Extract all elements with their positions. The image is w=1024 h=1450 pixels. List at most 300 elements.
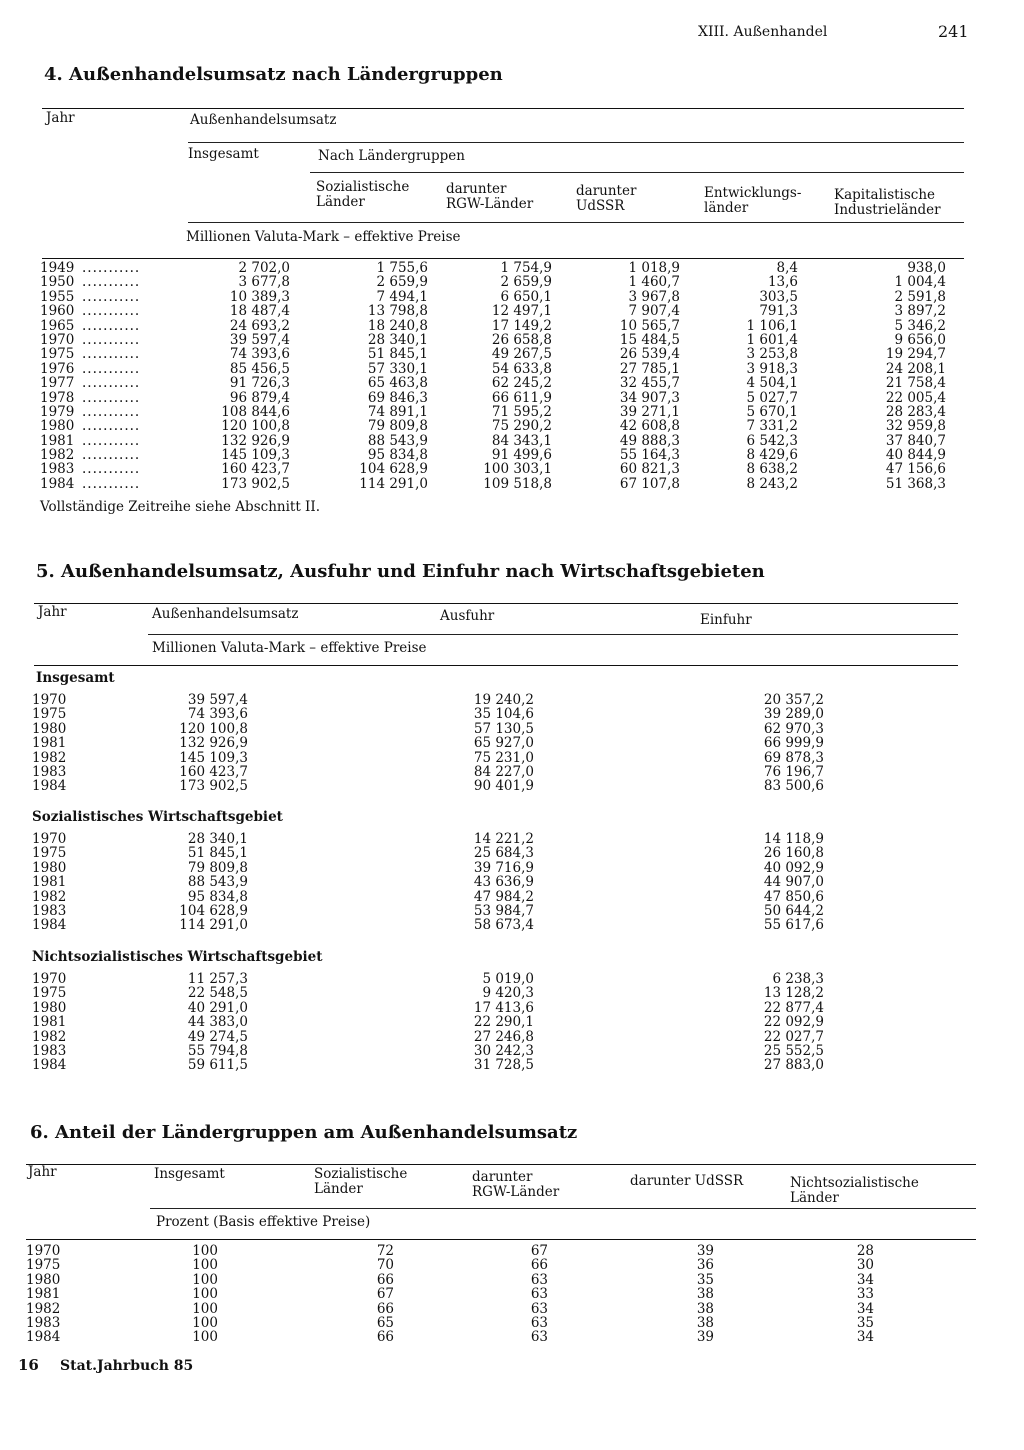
row-value: 22 027,7 [763,1028,824,1045]
table-row [32,779,824,793]
row-value: 30 242,3 [473,1042,534,1059]
row-value: 88 543,9 [367,432,428,449]
table-row [26,1316,874,1330]
row-year: 1978 [40,389,75,406]
table4-col-insgesamt: Insgesamt [188,146,259,162]
row-value: 39 271,1 [619,403,680,420]
row-value: 14 118,9 [763,831,824,847]
row-value: 938,0 [907,260,946,276]
row-value: 25 552,5 [763,1042,824,1059]
row-value: 63 [530,1329,548,1346]
group-rows [32,693,824,794]
row-value: 75 290,2 [491,418,552,435]
table4-unit: Millionen Valuta-Mark – effektive Preise [186,229,461,245]
row-value: 88 543,9 [187,874,248,891]
row-value: 11 257,3 [187,971,248,987]
row-value: 2 659,9 [500,274,552,291]
row-year: 1981 [26,1286,61,1303]
row-value: 63 [530,1314,548,1331]
row-year: 1960 [40,303,75,320]
row-value: 145 109,3 [179,749,248,766]
row-value: 65 463,8 [367,375,428,392]
row-value: 26 160,8 [763,845,824,862]
dot-leader: ........... [82,376,141,391]
row-value: 14 221,2 [473,831,534,847]
dot-leader: ........... [82,304,141,319]
row-value: 66 [376,1329,394,1346]
row-value: 54 633,8 [491,360,552,377]
row-value: 3 967,8 [628,288,680,305]
row-value: 100 303,1 [483,461,552,478]
row-value: 40 092,9 [763,859,824,876]
row-year: 1975 [32,985,67,1002]
row-value: 51 368,3 [885,475,946,492]
row-value: 51 845,1 [187,845,248,862]
row-year: 1980 [32,999,67,1016]
table6-header-bottom-rule [26,1239,976,1240]
table4-col-nach: Nach Ländergruppen [318,148,465,164]
row-value: 120 100,8 [221,418,290,435]
table-row [26,1302,874,1316]
table5-col-ausfuhr: Ausfuhr [440,608,495,624]
row-value: 10 389,3 [229,288,290,305]
row-value: 1 018,9 [628,260,680,276]
table4-rule-3 [310,172,964,173]
row-value: 3 677,8 [238,274,290,291]
row-value: 67 107,8 [619,475,680,492]
table6-col-rgw: darunter RGW-Länder [472,1169,560,1200]
row-value: 1 106,1 [746,317,798,334]
row-value: 40 291,0 [187,999,248,1016]
row-value: 35 [856,1314,874,1331]
row-value: 39 [696,1329,714,1346]
dot-leader: ........... [82,318,141,333]
table4-col-umsatz: Außenhandelsumsatz [190,112,337,128]
row-value: 91 499,6 [491,447,552,464]
row-value: 132 926,9 [179,735,248,752]
table-row [40,362,946,376]
table4-footnote: Vollständige Zeitreihe siehe Abschnitt II. [40,499,320,515]
row-value: 40 844,9 [885,447,946,464]
row-value: 84 227,0 [473,763,534,780]
dot-leader: ........... [82,419,141,434]
dot-leader: ........... [82,261,141,276]
row-value: 7 494,1 [376,288,428,305]
row-value: 44 907,0 [763,874,824,891]
row-value: 2 702,0 [238,260,290,276]
dot-leader: ........... [82,390,141,405]
table-row [26,1287,874,1301]
row-value: 75 231,0 [473,749,534,766]
row-value: 38 [696,1286,714,1303]
row-value: 109 518,8 [483,475,552,492]
table-row [40,434,946,448]
table6-unit: Prozent (Basis effektive Preise) [156,1214,371,1230]
row-year: 1981 [32,1014,67,1031]
row-value: 24 693,2 [229,317,290,334]
row-year: 1976 [40,360,75,377]
row-value: 20 357,2 [763,692,824,708]
table-row [32,1015,824,1029]
row-value: 791,3 [759,303,798,320]
row-value: 96 879,4 [229,389,290,406]
row-value: 1 601,4 [746,331,798,348]
row-value: 51 845,1 [367,346,428,363]
row-year: 1981 [40,432,75,449]
row-value: 60 821,3 [619,461,680,478]
table-row [40,333,946,347]
row-value: 7 907,4 [628,303,680,320]
table-row [26,1273,874,1287]
row-value: 71 595,2 [491,403,552,420]
group-rows [32,832,824,933]
dot-leader: ........... [82,275,141,290]
row-value: 74 891,1 [367,403,428,420]
row-value: 63 [530,1271,548,1288]
row-value: 160 423,7 [179,763,248,780]
row-year: 1982 [32,749,67,766]
row-value: 62 970,3 [763,720,824,737]
table5-header-bottom-rule [34,665,958,666]
row-value: 67 [530,1243,548,1259]
row-value: 34 [856,1329,874,1346]
row-value: 173 902,5 [221,475,290,492]
footer-number: 16 [18,1356,39,1374]
row-value: 18 487,4 [229,303,290,320]
row-value: 49 267,5 [491,346,552,363]
table-row [32,751,824,765]
row-value: 3 918,3 [746,360,798,377]
row-year: 1981 [32,735,67,752]
row-value: 42 608,8 [619,418,680,435]
row-value: 8 243,2 [746,475,798,492]
table-row [32,846,824,860]
row-year: 1982 [26,1300,61,1317]
row-value: 22 548,5 [187,985,248,1002]
row-year: 1980 [32,859,67,876]
row-value: 5 019,0 [482,971,534,987]
dot-leader: ........... [82,476,141,492]
table-row [32,861,824,875]
row-value: 44 383,0 [187,1014,248,1031]
row-value: 69 846,3 [367,389,428,406]
row-value: 100 [192,1314,218,1331]
table-row [32,904,824,918]
table-row [32,832,824,846]
row-value: 100 [192,1286,218,1303]
row-value: 74 393,6 [187,706,248,723]
row-value: 90 401,9 [473,778,534,795]
table6-col-insgesamt: Insgesamt [154,1166,225,1182]
dot-leader: ........... [82,347,141,362]
table5-col-umsatz: Außenhandelsumsatz [152,606,299,622]
group-label: Insgesamt [36,670,115,686]
row-value: 55 617,6 [763,917,824,934]
row-year: 1949 [40,260,75,276]
row-year: 1984 [40,475,75,492]
row-value: 74 393,6 [229,346,290,363]
row-value: 47 850,6 [763,888,824,905]
row-value: 37 840,7 [885,432,946,449]
row-value: 39 289,0 [763,706,824,723]
row-year: 1984 [32,778,67,795]
row-year: 1981 [32,874,67,891]
table-row [40,347,946,361]
row-value: 62 245,2 [491,375,552,392]
row-value: 18 240,8 [367,317,428,334]
row-year: 1975 [32,845,67,862]
row-value: 13 798,8 [367,303,428,320]
group-rows [32,972,824,1073]
table-row [32,972,824,986]
row-year: 1980 [26,1271,61,1288]
table6-rule-2 [150,1208,976,1209]
table6-title: 6. Anteil der Ländergruppen am Außenhandelsumsatz [30,1122,578,1143]
table4-col-kap: Kapitalistische Industrieländer [834,187,941,218]
table5-col-einfuhr: Einfuhr [700,612,752,628]
row-year: 1983 [32,1042,67,1059]
row-value: 63 [530,1286,548,1303]
row-value: 50 644,2 [763,902,824,919]
row-value: 12 497,1 [491,303,552,320]
row-value: 28 [856,1243,874,1259]
row-year: 1983 [32,763,67,780]
row-value: 38 [696,1314,714,1331]
table-row [32,707,824,721]
table4-header-bottom-rule [42,258,964,259]
row-value: 32 959,8 [885,418,946,435]
row-value: 43 636,9 [473,874,534,891]
row-value: 8,4 [776,260,798,276]
row-year: 1979 [40,403,75,420]
group-label: Nichtsozialistisches Wirtschaftsgebiet [32,949,323,965]
row-value: 19 240,2 [473,692,534,708]
table-row [40,462,946,476]
table-row [32,1058,824,1072]
row-value: 79 809,8 [367,418,428,435]
row-value: 33 [856,1286,874,1303]
row-value: 13 128,2 [763,985,824,1002]
row-value: 104 628,9 [359,461,428,478]
row-value: 303,5 [759,288,798,305]
dot-leader: ........... [82,289,141,305]
row-value: 84 343,1 [491,432,552,449]
row-value: 5 346,2 [894,317,946,334]
row-value: 34 [856,1300,874,1317]
row-value: 160 423,7 [221,461,290,478]
table6-col-udssr: darunter UdSSR [630,1173,744,1189]
row-value: 26 539,4 [619,346,680,363]
row-value: 35 104,6 [473,706,534,723]
footer-text: Stat.Jahrbuch 85 [60,1358,194,1374]
row-value: 58 673,4 [473,917,534,934]
row-value: 9 420,3 [482,985,534,1002]
row-value: 49 888,3 [619,432,680,449]
row-value: 17 413,6 [473,999,534,1016]
table-row [32,890,824,904]
row-year: 1984 [32,917,67,934]
dot-leader: ........... [82,448,141,463]
row-value: 22 092,9 [763,1014,824,1031]
row-value: 27 883,0 [763,1057,824,1074]
row-year: 1950 [40,274,75,291]
row-value: 65 [376,1314,394,1331]
table5-rule-2 [148,634,958,635]
table4-col-soz: Sozialistische Länder [316,179,410,210]
row-value: 55 164,3 [619,447,680,464]
row-value: 39 597,4 [229,331,290,348]
row-value: 1 460,7 [628,274,680,291]
row-value: 66 [376,1300,394,1317]
row-year: 1955 [40,288,75,305]
table4-col-jahr: Jahr [46,110,75,126]
table-row [40,477,946,491]
chapter-header: XIII. Außenhandel [698,24,828,40]
table6-col-nichtsoz: Nichtsozialistische Länder [790,1175,919,1206]
table-row [32,1001,824,1015]
row-year: 1965 [40,317,75,334]
row-value: 9 656,0 [894,331,946,348]
row-value: 1 755,6 [376,260,428,276]
row-value: 2 591,8 [894,288,946,305]
row-value: 27 246,8 [473,1028,534,1045]
row-year: 1975 [40,346,75,363]
row-value: 6 650,1 [500,288,552,305]
table-row [40,448,946,462]
table-row [32,1030,824,1044]
row-value: 22 005,4 [885,389,946,406]
row-value: 66 611,9 [491,389,552,406]
table-row [32,986,824,1000]
row-value: 4 504,1 [746,375,798,392]
row-value: 28 340,1 [367,331,428,348]
row-value: 47 156,6 [885,461,946,478]
table-row [26,1330,874,1344]
row-value: 21 758,4 [885,375,946,392]
row-value: 100 [192,1257,218,1274]
row-value: 91 726,3 [229,375,290,392]
row-value: 1 754,9 [500,260,552,276]
table4-col-udssr: darunter UdSSR [576,183,637,214]
table5-unit: Millionen Valuta-Mark – effektive Preise [152,640,427,656]
row-value: 173 902,5 [179,778,248,795]
row-value: 3 897,2 [894,303,946,320]
table5-top-rule [34,603,958,604]
row-value: 59 611,5 [187,1057,248,1074]
row-value: 5 670,1 [746,403,798,420]
row-value: 5 027,7 [746,389,798,406]
row-value: 39 597,4 [187,692,248,708]
row-year: 1970 [40,331,75,348]
table-row [40,261,946,275]
table6-top-rule [26,1164,976,1165]
row-year: 1980 [32,720,67,737]
row-value: 85 456,5 [229,360,290,377]
group-label: Sozialistisches Wirtschaftsgebiet [32,809,283,825]
table4-rule-4 [188,222,964,223]
table-row [32,722,824,736]
table6-body [26,1244,874,1345]
row-value: 25 684,3 [473,845,534,862]
row-value: 13,6 [767,274,798,291]
row-value: 145 109,3 [221,447,290,464]
table-row [32,693,824,707]
row-value: 70 [376,1257,394,1274]
row-year: 1970 [26,1243,61,1259]
row-value: 22 877,4 [763,999,824,1016]
row-value: 100 [192,1271,218,1288]
table-row [26,1258,874,1272]
row-value: 17 149,2 [491,317,552,334]
row-value: 15 484,5 [619,331,680,348]
row-value: 8 429,6 [746,447,798,464]
row-value: 114 291,0 [359,475,428,492]
row-year: 1970 [32,831,67,847]
row-value: 34 907,3 [619,389,680,406]
table-row [40,319,946,333]
row-value: 8 638,2 [746,461,798,478]
row-value: 79 809,8 [187,859,248,876]
table-row [40,405,946,419]
row-value: 6 542,3 [746,432,798,449]
row-value: 57 330,1 [367,360,428,377]
table-row [40,275,946,289]
row-value: 7 331,2 [746,418,798,435]
table6-col-jahr: Jahr [28,1164,57,1180]
table-row [32,1044,824,1058]
row-value: 53 984,7 [473,902,534,919]
row-value: 95 834,8 [367,447,428,464]
row-value: 114 291,0 [179,917,248,934]
table-row [40,376,946,390]
table-row [32,875,824,889]
row-value: 100 [192,1300,218,1317]
table-row [40,290,946,304]
table4-col-rgw: darunter RGW-Länder [446,181,534,212]
row-value: 32 455,7 [619,375,680,392]
row-value: 26 658,8 [491,331,552,348]
row-value: 38 [696,1300,714,1317]
dot-leader: ........... [82,332,141,348]
table-row [26,1244,874,1258]
dot-leader: ........... [82,361,141,377]
row-year: 1975 [32,706,67,723]
row-value: 55 794,8 [187,1042,248,1059]
table-row [40,419,946,433]
row-value: 22 290,1 [473,1014,534,1031]
row-value: 27 785,1 [619,360,680,377]
row-year: 1975 [26,1257,61,1274]
row-year: 1984 [32,1057,67,1074]
dot-leader: ........... [82,462,141,477]
table-row [40,391,946,405]
row-value: 28 340,1 [187,831,248,847]
row-value: 66 [376,1271,394,1288]
row-value: 24 208,1 [885,360,946,377]
row-year: 1983 [32,902,67,919]
table-row [32,918,824,932]
row-value: 108 844,6 [221,403,290,420]
table-row [32,736,824,750]
row-value: 67 [376,1286,394,1303]
row-value: 76 196,7 [763,763,824,780]
row-value: 57 130,5 [473,720,534,737]
row-value: 49 274,5 [187,1028,248,1045]
table4-title: 4. Außenhandelsumsatz nach Ländergruppen [44,64,503,85]
row-year: 1983 [40,461,75,478]
row-value: 132 926,9 [221,432,290,449]
row-value: 3 253,8 [746,346,798,363]
